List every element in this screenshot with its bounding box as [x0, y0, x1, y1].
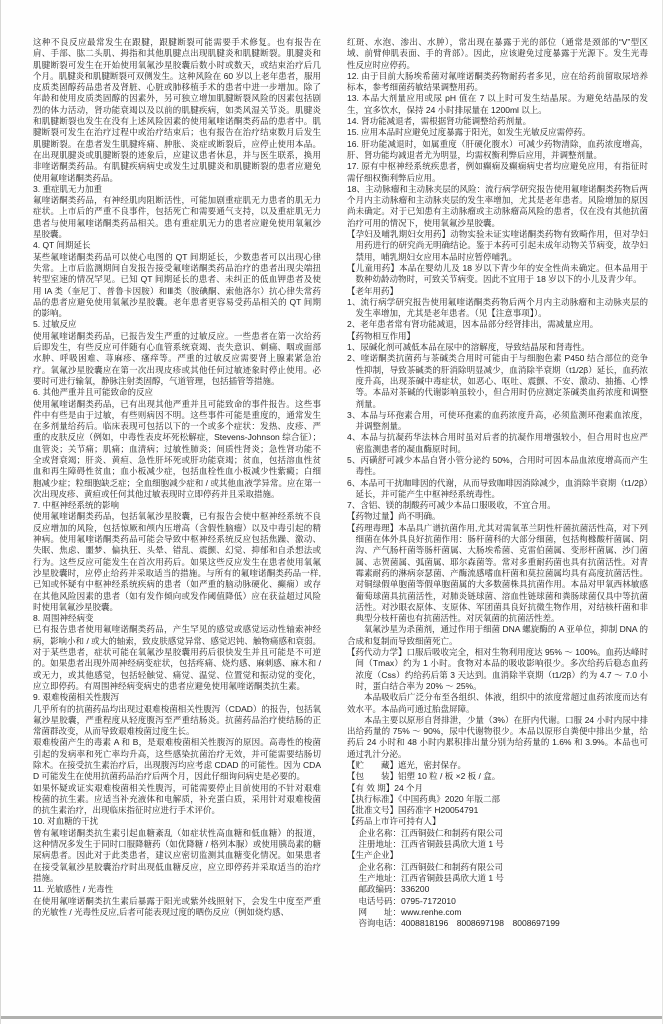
paragraph: 【有 效 期】24 个月: [347, 782, 424, 793]
paragraph: 【包 装】铝塑 10 粒 / 板 ×2 板 / 盒。: [347, 771, 501, 782]
right-column: [347, 37, 648, 978]
section-heading: 【药物相互作用】: [347, 330, 416, 341]
section-heading: 5. 过敏反应: [33, 319, 77, 330]
paragraph: 电话号码：0795-7172010: [358, 895, 456, 906]
paragraph: 【药代动力学】口服后吸收完全，相对生物利用度达 95% ～ 100%。血药达峰时间（Tmax）约为 1 小时。食物对本品的吸收影响很少。多次给药后稳态血药浓度（Css）约给药后第 3 天达到。血消除半衰期（t1/2β）约为 4.7 ～ 7.0 小时，蛋白结合率为 20% ～ 25%。: [347, 647, 648, 691]
insert-text-area: [33, 37, 652, 978]
paragraph: 本品主要以原形自肾排泄，少量（3%）在肝内代谢。口服 24 小时内尿中排出给药量的 75% ～ 90%，尿中代谢物很少。本品以原形自粪便中排出少量，给药后 24 小时和 48 小时内累积排出量分别为给药量的 1.6% 和 3.9%。本品也可通过乳汁分泌。: [347, 714, 648, 759]
paragraph: 在使用氟喹诺酮类抗生素后暴露于阳光或紫外线照射下，会发生中度至严重的光敏性 / 光毒性反应,后者可能表现过度的晒伤反应（例如烧灼感、: [33, 895, 321, 917]
section-heading: 11. 光敏感性 / 光毒性: [33, 884, 114, 895]
section-heading: 【生产企业】: [347, 850, 399, 861]
paragraph: 18、主动脉瘤和主动脉夹层的风险：流行病学研究报告使用氟喹诺酮类药物后两个月内主动脉瘤和主动脉夹层的发生率增加，尤其是老年患者。风险增加的原因尚未确定。对于已知患有主动脉瘤或主动脉瘤高风险的患者，仅在没有其他抗菌治疗可用的情况下，使用氧氟沙星胶囊。: [347, 183, 648, 228]
section-heading: 10. 对血糖的干扰: [33, 816, 99, 827]
paragraph: 【贮 藏】遮光，密封保存。: [347, 760, 467, 770]
paragraph: 5、丙磺舒可减少本品自肾小管分泌约 50%，合用时可因本品血浓度增高而产生毒性。: [347, 454, 648, 477]
left-column: [33, 37, 321, 978]
section-heading: 7. 中枢神经系统的影响: [33, 500, 119, 511]
paragraph: 【批准文号】国药准字 H20054791: [347, 805, 479, 816]
paragraph: 使用氟喹诺酮类药品，包括氧氟沙星胶囊，已有报告会使中枢神经系统不良反应增加的风险，包括惊厥和颅内压增高（含假性脑瘤）以及中毒引起的精神病。使用氟喹诺酮类药品可能会导致中枢神经系统反应包括焦躁、激动、失眠、焦虑、噩梦、偏执狂、头晕、错乱、震颤、幻觉、抑郁和自杀想法或行为。这些反应可能发生在首次用药后。如果这些反应发生在患者使用氧氟沙星胶囊时，应停止给药并采取适当的措施。与所有的氟喹诺酮类药品一样,已知或怀疑有中枢神经系统疾病的患者（如严重的脑动脉硬化、癫痫）或存在其他风险因素的患者（如有发作倾向或发作阈值降低）应在获益超过风险时使用氧氟沙星胶囊。: [33, 511, 321, 612]
section-heading: 6. 其他严重并且可能致命的反应: [33, 387, 153, 398]
paragraph: 【孕妇及哺乳期妇女用药】动物实验未证实喹诺酮类药物有致畸作用，但对孕妇用药进行的研究尚无明确结论。鉴于本药可引起未成年动物关节病变，故孕妇禁用，哺乳期妇女应用本品时应暂停哺乳。: [347, 229, 648, 262]
paragraph: 16. 肝功能减退时，如属重度（肝硬化腹水）可减少药物清除，血药浓度增高，肝、肾功能均减退者尤为明显，均需权衡利弊后应用，并调整剂量。: [347, 138, 648, 160]
paragraph: 【执行标准】《中国药典》2020 年版二部: [347, 793, 501, 804]
paragraph: 1、尿碱化剂可减低本品在尿中的溶解度，导致结晶尿和肾毒性。: [347, 342, 590, 353]
section-heading: 【老年用药】: [347, 285, 399, 296]
section-heading: 【药品上市许可持有人】: [347, 816, 441, 827]
paragraph: 红斑、水泡、渗出、水肿），常出现在暴露于光的部位（通常是颈部的“V”型区域、前臂伸肌表面、手的背部）。因此，应该避免过度暴露于光源下。发生光毒性反应时应停药。: [347, 37, 648, 70]
paragraph: 【药物过量】尚不明确。: [347, 511, 441, 522]
paragraph: 某些氟喹诺酮类药品可以使心电图的 QT 间期延长，少数患者可以出现心律失常。上市后监测期间自发报告接受氟喹诺酮类药品治疗的患者出现尖端扭转型室速的情况罕见。已知 QT 间期延长的患者、未纠正的低血钾患者及使用 IA 类（奎尼丁、普鲁卡因胺）和Ⅲ类（胺碘酮、索他洛尔）抗心律失常药品的患者应避免使用氧氟沙星胶囊。老年患者更容易受药品相关的 QT 间期的影响。: [33, 251, 321, 319]
paragraph: 7、含铝、镁的制酸药可减少本品口服吸收，不宜合用。: [347, 500, 556, 511]
paragraph: 本品吸收后广泛分布至各组织、体液，组织中的浓度常超过血药浓度而达有效水平。本品尚可通过胎盘屏障。: [347, 692, 648, 714]
section-heading: 9. 艰难梭菌相关性腹泻: [33, 692, 119, 703]
paragraph: 已有报告患者使用氟喹诺酮类药品，产生罕见的感觉或感觉运动性轴索神经病，影响小和 / 或大的轴索，致皮肤感觉异常、感觉迟钝、触物痛感和衰弱。对于某些患者，症状可能在氧氟沙星胶囊用药后很快发生并且可能是不可逆的。如果患者出现外周神经病变症状，包括疼痛、烧灼感、麻刺感、麻木和 / 或无力，或其他感觉，包括轻触觉、痛觉、温觉、位置觉和振动觉的变化，应立即停药。有周围神经病变病史的患者应避免使用氟喹诺酮类抗生素。: [33, 624, 321, 691]
paragraph: 使用氟喹诺酮类药品，已有出现其他严重并且可能致命的事件报告。这些事件中有些是由于过敏，有些则病因不明。这些事件可能是重度的，通常发生在多剂量给药后。临床表现可包括以下的一个或多个症状：发热、皮疹、严重的皮肤反应（例如，中毒性表皮坏死松解症，Stevens-Johnson 综合征）；血管炎；关节痛；肌痛；血清病；过敏性肺炎；间质性肾炎；急性肾功能不全或肾衰竭；肝炎、黄疸、急性肝坏死或肝功能衰竭；贫血，包括溶血性贫血和再生障碍性贫血；血小板减少症，包括血栓性血小板减少性紫癜；白细胞减少症；粒细胞缺乏症；全血细胞减少症和 / 或其他血液学异常。应在第一次出现皮疹、黄疸或任何其他过敏表现时立即停药并且采取措施。: [33, 398, 321, 499]
paragraph: 曾有氟喹诺酮类抗生素引起血糖紊乱（如症状性高血糖和低血糖）的报道，这种情况多发生于同时口服降糖药（如优降糖 / 格列本脲）或使用胰岛素的糖尿病患者。因此对于此类患者，建议应密切监测其血糖变化情况。如果患者在接受氧氟沙星胶囊治疗时出现低血糖反应，应立即停药并采取适当的治疗措施。: [33, 827, 321, 883]
paragraph: 14. 肾功能减退者，需根据肾功能调整给药剂量。: [347, 116, 532, 127]
paragraph: 【药理毒理】本品具广谱抗菌作用,尤其对需氧革兰阴性杆菌抗菌活性高，对下列细菌在体外具良好抗菌作用：肠杆菌科的大部分细菌，包括枸橼酸杆菌属、阴沟、产气肠杆菌等肠杆菌属、大肠埃希菌、克雷伯菌属、变形杆菌属、沙门菌属、志贺菌属、弧菌属、耶尔森菌等。常对多重耐药菌也具有抗菌活性。对青霉素耐药的淋病奈瑟菌、产酶流感嗜血杆菌和莫拉菌属均具有高度抗菌活性。对铜绿假单胞菌等假单胞菌属的大多数菌株具抗菌作用。本品对甲氧西林敏感葡萄球菌具抗菌活性，对肺炎链球菌、溶血性链球菌和粪肠球菌仅具中等抗菌活性。对沙眼衣原体、支原体、军团菌具良好抗微生物作用，对结核杆菌和非典型分枝杆菌也有抗菌活性。对厌氧菌的抗菌活性差。: [347, 522, 648, 624]
paragraph: 网 址：www.renhe.com: [358, 906, 462, 917]
paragraph: 这种不良反应最常发生在跟腱，跟腱断裂可能需要手术修复。也有报告在肩、手部、肱二头肌、拇指和其他肌腱点出现肌腱炎和肌腱断裂。肌腱炎和肌腱断裂可发生在开始使用氧氟沙星胶囊后数小时或数天，或结束治疗后几个月。肌腱炎和肌腱断裂可双侧发生。这种风险在 60 岁以上老年患者，服用皮质类固醇药品患者及肾脏、心脏或肺移植手术的患者中进一步增加。除了年龄和使用皮质类固醇的因素外，另可独立增加肌腱断裂风险的因素包括剧烈的体力活动，肾功能衰竭以及以前的肌腱疾病，如类风湿关节炎。肌腱炎和肌腱断裂也发生在没有上述风险因素的使用氟喹诺酮类药品的患者中。肌腱断裂可发生在治疗过程中或治疗结束后；也有报告在治疗结束数月后发生肌腱断裂。在患者发生肌腱疼痛、肿胀、炎症或断裂后，应停止使用本品。在出现肌腱炎或肌腱断裂的迹象后，应建议患者休息，并与医生联系，换用非喹诺酮类药品。有肌腱疾病病史或发生过肌腱炎和肌腱断裂的患者应避免使用氟喹诺酮类药品。: [33, 37, 321, 183]
paragraph: 邮政编码：336200: [358, 884, 430, 895]
paragraph: 注册地址：江西省铜鼓县禹欣大道 1 号: [358, 839, 504, 850]
paragraph: 17. 原有中枢神经系统疾患者，例如癫痫及癫痫病史者均应避免应用，有指征时需仔细权衡利弊后应用。: [347, 161, 648, 183]
paragraph: 几乎所有的抗菌药品均出现过艰难梭菌相关性腹泻（CDAD）的报告，包括氧氟沙星胶囊，严重程度从轻度腹泻至严重结肠炎。抗菌药品治疗使结肠的正常菌群改变，从而导致艰难梭菌过度生长。: [33, 703, 321, 737]
section-heading: 4. QT 间期延长: [33, 240, 91, 251]
section-heading: 3. 重症肌无力加重: [33, 183, 102, 194]
paragraph: 企业名称：江西铜鼓仁和制药有限公司: [358, 827, 503, 838]
paper-bottom-edge: [1, 1016, 662, 1019]
paragraph: 2、老年患者常有肾功能减退，因本品部分经肾排出，需减量应用。: [347, 319, 599, 330]
paragraph: 15. 应用本品时应避免过度暴露于阳光，如发生光敏反应需停药。: [347, 127, 591, 138]
paragraph: 生产地址：江西省铜鼓县禹欣大道 1 号: [358, 872, 504, 883]
paragraph: 2、喹诺酮类抗菌药与茶碱类合用时可能由于与细胞色素 P450 结合部位的竞争性抑制，导致茶碱类的肝消除明显减少，血消除半衰期（t1/2β）延长，血药浓度升高，出现茶碱中毒症状，如恶心、呕吐、震颤、不安、激动、抽搐、心悸等。本品对茶碱的代谢影响虽较小，但合用时仍应测定茶碱类血药浓度和调整剂量。: [347, 353, 648, 409]
paragraph: 【儿童用药】本品在婴幼儿及 18 岁以下青少年的安全性尚未确定。但本品用于数种幼龄动物时，可致关节病变。因此不宜用于 18 岁以下的小儿及青少年。: [347, 262, 648, 285]
paragraph: 3、本品与环孢素合用，可使环孢素的血药浓度升高，必须监测环孢素血浓度，并调整剂量。: [347, 409, 648, 432]
paragraph: 氟喹诺酮类药品，有神经肌肉阻断活性，可能加剧重症肌无力患者的肌无力症状。上市后的严重不良事件，包括死亡和需要通气支持，以及重症肌无力患者与使用氟喹诺酮类药品相关。患有重症肌无力的患者应避免使用氧氟沙星胶囊。: [33, 195, 321, 240]
section-heading: 8. 周围神经病变: [33, 613, 94, 624]
paragraph: 氧氟沙星为杀菌剂，通过作用于细菌 DNA 螺旋酶的 A 亚单位，抑制 DNA 的合成和复制而导致细菌死亡。: [347, 624, 648, 646]
paragraph: 1、流行病学研究报告使用氟喹诺酮类药物后两个月内主动脉瘤和主动脉夹层的发生率增加，尤其是老年患者。（见【注意事项】）。: [347, 296, 648, 319]
paragraph: 4、本品与抗凝药华法林合用时虽对后者的抗凝作用增强较小，但合用时也应严密监测患者的凝血酶原时间。: [347, 432, 648, 454]
paragraph: 13. 本品大剂量应用或尿 pH 值在 7 以上时可发生结晶尿。为避免结晶尿的发生，宜多饮水，保持 24 小时排尿量在 1200ml 以上。: [347, 93, 648, 115]
paragraph: 艰难梭菌产生的毒素 A 和 B，是艰难梭菌相关性腹泻的原因。高毒性的梭菌引起的发病率和死亡率均升高，这些感染抗菌治疗无效，并可能需要结肠切除术。在接受抗生素治疗后，出现腹泻均应考虑 CDAD 的可能性。因为 CDAD 可能发生在使用抗菌药品治疗后两个月，因此仔细询问病史是必要的。: [33, 737, 321, 782]
paragraph: 使用氟喹诺酮类药品，已报告发生严重的过敏反应。一些患者在第一次给药后即发生，有些反应可伴随有心血管系统衰竭、丧失意识、刺痛、咽或面部水肿、呼吸困难、荨麻疹、瘙痒等。严重的过敏反应需要肾上腺素紧急治疗。氧氟沙星胶囊应在第一次出现皮疹或其他任何过敏迹象时停止使用。必要时可进行输氧，静脉注射类固醇，气道管理，包括插管等措施。: [33, 330, 321, 386]
paragraph: 企业名称：江西铜鼓仁和制药有限公司: [358, 861, 503, 872]
paragraph: 如果怀疑或证实艰难梭菌相关性腹泻，可能需要停止目前使用的不针对艰难梭菌的抗生素。应适当补充液体和电解质，补充蛋白质，采用针对艰难梭菌的抗生素治疗，出现临床指征时应进行手术评价。: [33, 782, 321, 816]
paragraph: 咨询电话：4008818196 8008697198 8008697199: [358, 918, 560, 929]
paragraph: 6、本品可干扰咖啡因的代谢，从而导致咖啡因消除减少，血消除半衰期（t1/2β）延长，并可能产生中枢神经系统毒性。: [347, 477, 648, 499]
paragraph: 12. 由于目前大肠埃希菌对氟喹诺酮类药物耐药者多见，应在给药前留取尿培养标本，参考细菌药敏结果调整用药。: [347, 70, 648, 93]
